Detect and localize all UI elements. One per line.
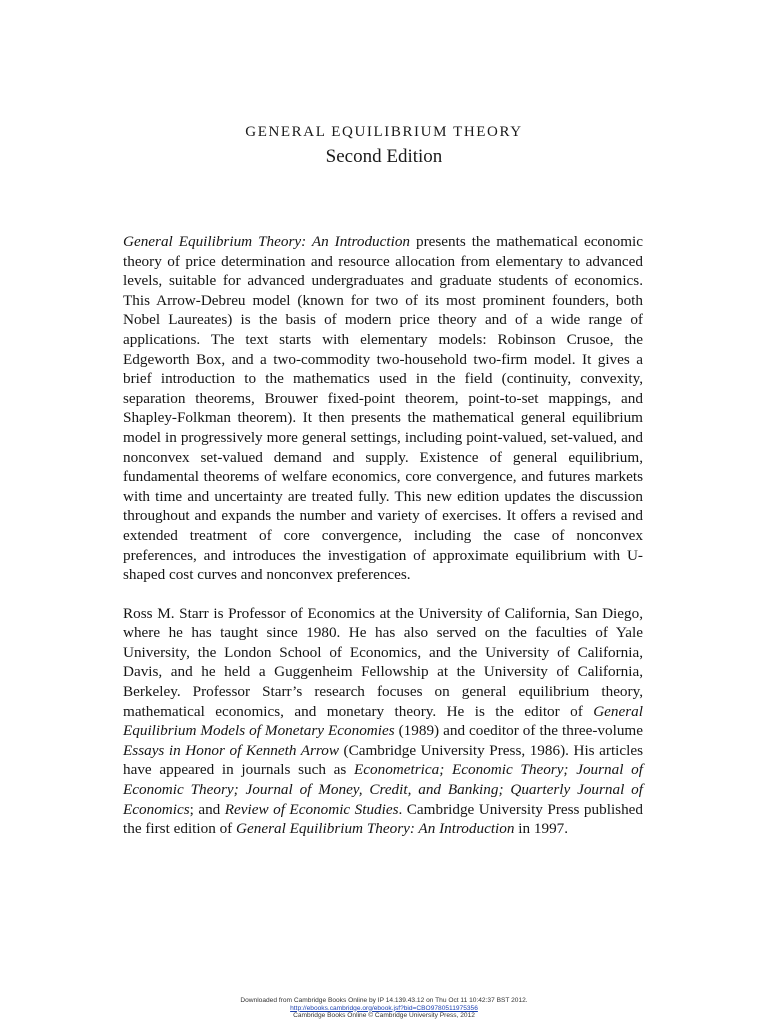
paragraph-text: (1989) and coeditor of the three-volume xyxy=(394,722,643,740)
book-description-paragraph xyxy=(123,232,643,585)
italic-title-text: General Equilibrium Models of Monetary Economies xyxy=(123,702,643,740)
book-title: GENERAL EQUILIBRIUM THEORY xyxy=(245,124,523,140)
footer-download-notice: Downloaded from Cambridge Books Online by IP 14.139.43.12 on Thu Oct 11 10:42:37 BST 2012. xyxy=(240,997,528,1004)
paragraph-text: (Cambridge University Press, 1986). His articles have appeared in journals such as xyxy=(123,741,643,779)
edition-subtitle: Second Edition xyxy=(325,146,443,167)
download-footer xyxy=(0,997,768,1020)
paragraph-text: presents the mathematical economic theory of price determination and resource allocation from elementary to advanced levels, suitable for advanced undergraduates and graduate students of economics. This Arrow-Debreu model (known for two of its most prominent founders, both Nobel Laureates) is the basis of modern price theory and of a wide range of applications. The text starts with elementary models: Robinson Crusoe, the Edgeworth Box, and a two-commodity two-household two-firm model. It gives a brief introduction to the mathematics used in the field (continuity, convexity, separation theorems, Brouwer fixed-point theorem, point-to-set mappings, and Shapley-Folkman theorem). It then presents the mathematical general equilibrium model in progressively more general settings, including point-valued, set-valued, and nonconvex set-valued demand and supply. Existence of general equilibrium, fundamental theorems of welfare economics, core convergence, and futures markets with time and uncertainty are treated fully. This new edition updates the discussion throughout and expands the number and variety of exercises. It offers a revised and extended treatment of core convergence, including the case of nonconvex preferences, and introduces the investigation of approximate equilibrium with U-shaped cost curves and nonconvex preferences. xyxy=(123,233,643,584)
footer-ebook-link[interactable]: http://ebooks.cambridge.org/ebook.jsf?bid=CBO9780511975356 xyxy=(290,1004,478,1012)
italic-title-text: Econometrica; Economic Theory; Journal of Economic Theory; Journal of Money, Credit, and Banking; Quarterly Journal of Economics xyxy=(123,761,643,818)
paragraph-text: . Cambridge University Press published the first edition of xyxy=(123,800,643,838)
body-text xyxy=(123,232,643,839)
paragraph-text: Ross M. Starr is Professor of Economics at the University of California, San Diego, where he has taught since 1980. He has also served on the faculties of Yale University, the London School of Economics, and the University of California, Davis, and he held a Guggenheim Fellowship at the University of California, Berkeley. Professor Starr’s research focuses on general equilibrium theory, mathematical economics, and monetary theory. He is the editor of xyxy=(123,604,643,720)
author-bio-paragraph xyxy=(123,604,643,839)
paragraph-text: in 1997. xyxy=(514,820,569,838)
italic-title-text: Review of Economic Studies xyxy=(224,800,399,818)
title-block xyxy=(0,122,768,170)
italic-title-text: General Equilibrium Theory: An Introduction xyxy=(236,820,515,838)
italic-title-text: General Equilibrium Theory: An Introduction xyxy=(123,233,411,250)
italic-title-text: Essays in Honor of Kenneth Arrow xyxy=(123,741,339,759)
paragraph-text: ; and xyxy=(189,800,225,818)
footer-copyright: Cambridge Books Online © Cambridge University Press, 2012 xyxy=(293,1012,475,1020)
